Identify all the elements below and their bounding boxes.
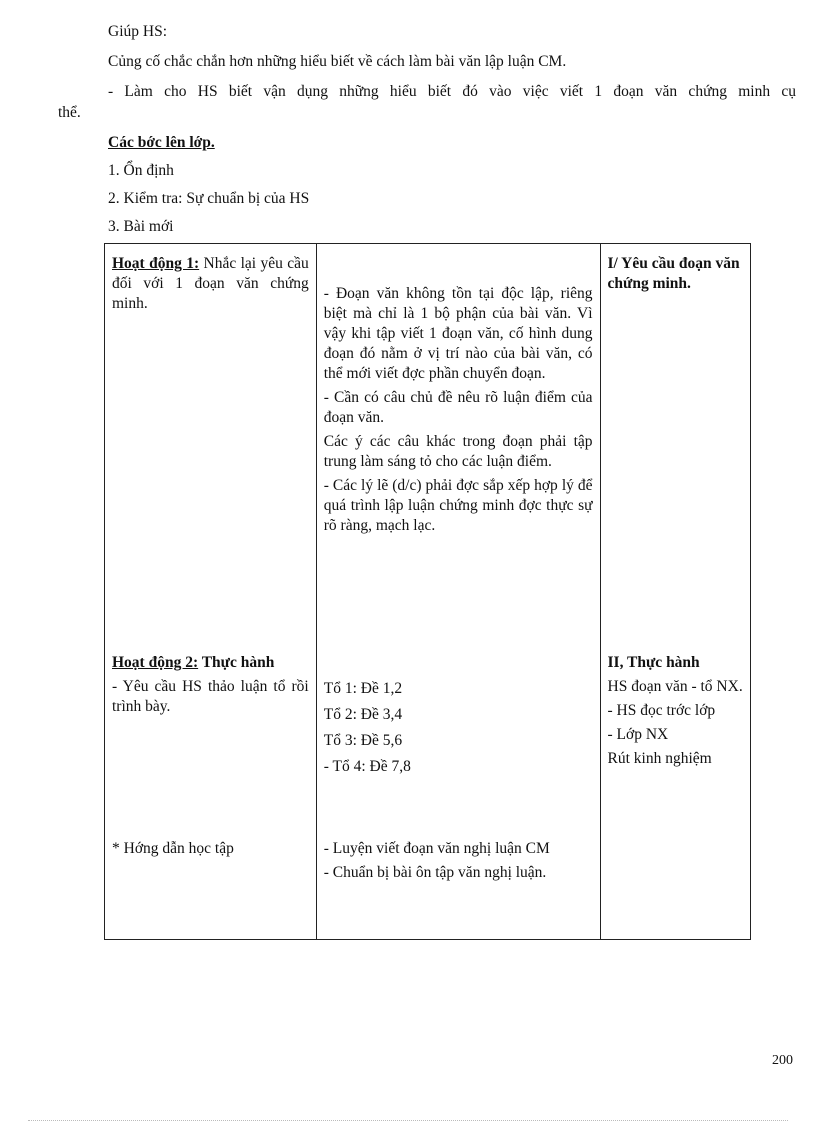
content-1-para-1: - Đoạn văn không tồn tại độc lập, riêng biệt mà chỉ là 1 bộ phận của bài văn. Vì vậy khi tập viết 1 đoạn văn, cố hình dung đoạn đó nằm ở vị trí nào của bài văn, có thể mới viết đợc phần chuyển đoạn.	[323, 285, 593, 382]
result-3-cell	[600, 837, 750, 940]
table-row	[105, 244, 751, 648]
table-row	[105, 647, 751, 837]
activity-2-cell	[105, 647, 317, 837]
intro-line-3	[108, 82, 796, 102]
group-1: Tổ 1: Đề 1,2	[323, 680, 403, 697]
group-4: - Tổ 4: Đề 7,8	[323, 758, 411, 775]
result-2-item-3: - Lớp NX	[607, 726, 669, 743]
result-2-item-1: HS đoạn văn - tổ NX.	[607, 678, 743, 695]
steps-heading	[108, 133, 215, 153]
group-3: Tổ 3: Đề 5,6	[323, 732, 403, 749]
step-3: 3. Bài mới	[108, 218, 174, 235]
activity-2-heading	[112, 653, 309, 673]
intro-line-3-cont: thể.	[58, 104, 81, 121]
lesson-table	[104, 243, 751, 940]
intro-line-2: Củng cố chắc chắn hơn những hiểu biết về cách làm bài văn lập luận CM.	[108, 53, 567, 70]
content-1-para-3: Các ý các câu khác trong đoạn phải tập trung làm sáng tỏ cho các luận điểm.	[323, 433, 593, 470]
activity-1-cell	[105, 244, 317, 648]
intro-line-1: Giúp HS:	[108, 23, 167, 40]
content-3-cell	[316, 837, 600, 940]
result-1-cell	[600, 244, 750, 648]
content-1-cell	[316, 244, 600, 648]
steps-heading-text: Các bớc lên lớp.	[108, 134, 215, 151]
table-row	[105, 837, 751, 940]
page-number: 200	[772, 1053, 793, 1068]
activity-2-desc: - Yêu cầu HS thảo luận tổ rồi trình bày.	[112, 678, 309, 715]
content-2-cell	[316, 647, 600, 837]
footer-divider	[28, 1120, 788, 1121]
activity-3-text: * Hớng dẫn học tập	[112, 840, 234, 857]
result-2-item-2: - HS đọc trớc lớp	[607, 702, 716, 719]
content-1-para-2: - Cần có câu chủ đề nêu rõ luận điểm của đoạn văn.	[323, 389, 593, 426]
activity-1-label: Hoạt động 1:	[112, 255, 200, 272]
activity-3-cell	[105, 837, 317, 940]
step-2: 2. Kiểm tra: Sự chuẩn bị của HS	[108, 190, 310, 207]
activity-2-text: Thực hành	[198, 654, 275, 671]
intro-line-3-text: - Làm cho HS biết vận dụng những hiểu biết đó vào việc viết 1 đoạn văn chứng minh cụ	[108, 83, 796, 100]
result-2-title: II, Thực hành	[607, 654, 700, 671]
content-3-para-1: - Luyện viết đoạn văn nghị luận CM	[323, 840, 550, 857]
group-2: Tổ 2: Đề 3,4	[323, 706, 403, 723]
content-1-para-4: - Các lý lẽ (d/c) phải đợc sắp xếp hợp lý để quá trình lập luận chứng minh đợc thực sự rõ ràng, mạch lạc.	[323, 477, 593, 534]
activity-1-text: Nhắc lại yêu cầu đối với 1 đoạn văn chứng minh.	[112, 255, 309, 312]
result-2-item-4: Rút kinh nghiệm	[607, 750, 712, 767]
result-2-cell	[600, 647, 750, 837]
result-1-title: I/ Yêu cầu đoạn văn chứng minh.	[607, 255, 740, 292]
content-3-para-2: - Chuẩn bị bài ôn tập văn nghị luận.	[323, 864, 547, 881]
activity-2-label: Hoạt động 2:	[112, 654, 199, 671]
step-1: 1. Ổn định	[108, 162, 174, 179]
